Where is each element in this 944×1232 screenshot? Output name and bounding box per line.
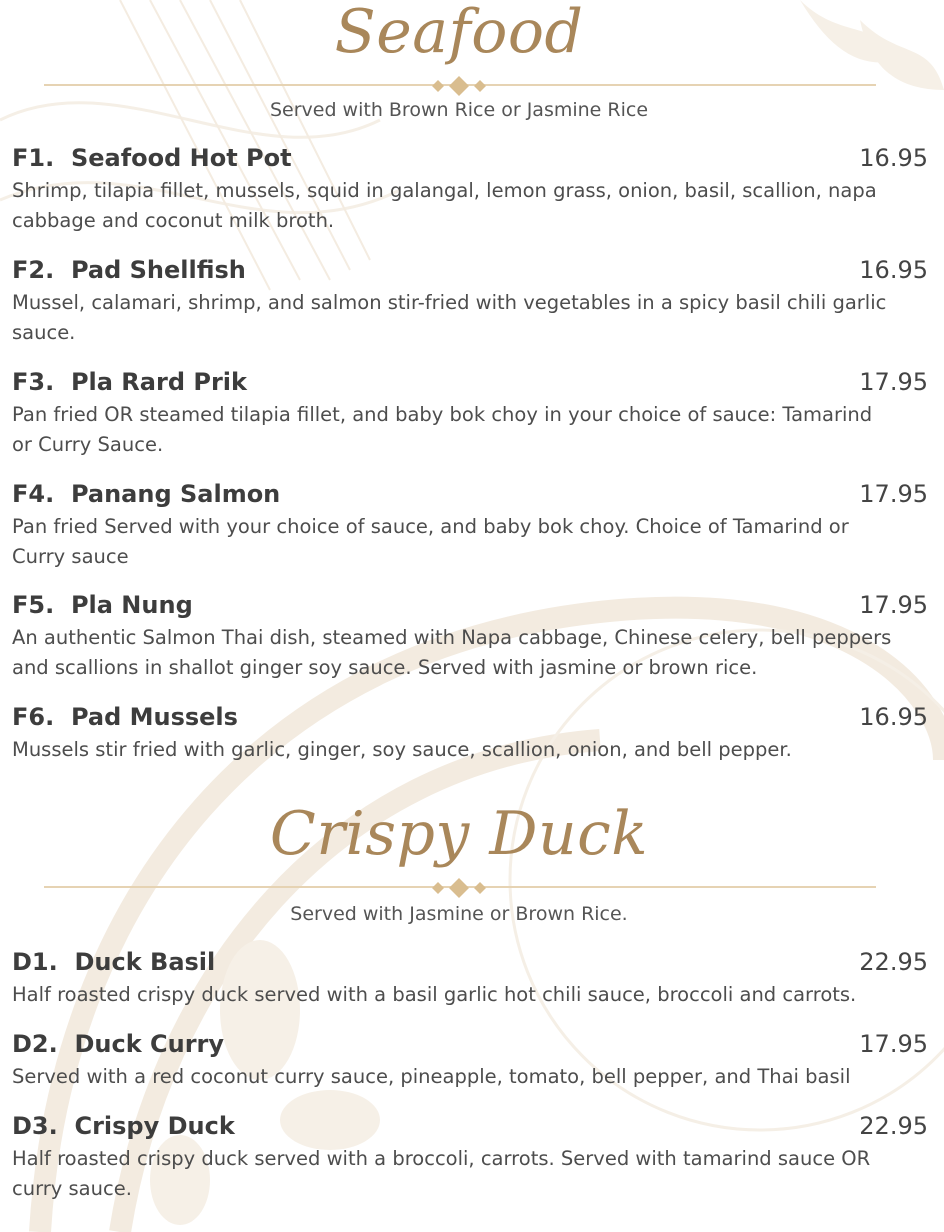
menu-item-description: Served with a red coconut curry sauce, pineapple, tomato, bell pepper, and Thai basil — [12, 1065, 851, 1088]
menu-item-description: Half roasted crispy duck served with a basil garlic hot chili sauce, broccoli and carrots. — [12, 983, 857, 1006]
menu-item — [12, 1112, 928, 1204]
menu-item — [12, 703, 928, 765]
menu-item — [12, 256, 928, 348]
section-divider — [44, 878, 876, 898]
menu-item-description: An authentic Salmon Thai dish, steamed with Napa cabbage, Chinese celery, bell peppers and scallions in shallot ginger soy sauce. Served with jasmine or brown rice. — [12, 626, 892, 679]
menu-item-name: F6. Pad Mussels — [12, 703, 238, 731]
section-subtitle-seafood: Served with Brown Rice or Jasmine Rice — [269, 99, 649, 121]
menu-item-price: 17.95 — [859, 1030, 928, 1058]
menu-item-price: 22.95 — [859, 1112, 928, 1140]
menu-item-price: 17.95 — [859, 591, 928, 619]
menu-item-name: F3. Pla Rard Prik — [12, 368, 247, 396]
menu-item-name: D2. Duck Curry — [12, 1030, 225, 1058]
section-title-seafood: Seafood — [334, 0, 584, 67]
section-divider — [44, 76, 876, 96]
menu-item-description: Half roasted crispy duck served with a broccoli, carrots. Served with tamarind sauce OR curry sauce. — [12, 1147, 871, 1200]
menu-item-description: Shrimp, tilapia fillet, mussels, squid in galangal, lemon grass, onion, basil, scallion, napa cabbage and coconut milk broth. — [12, 179, 877, 232]
menu-item-price: 16.95 — [859, 144, 928, 172]
diamond-ornament-icon — [420, 76, 500, 96]
menu-item — [12, 591, 928, 683]
section-title-crispy-duck: Crispy Duck — [269, 799, 649, 869]
menu-item — [12, 948, 928, 1010]
menu-item-name: F4. Panang Salmon — [12, 480, 281, 508]
menu-item-price: 17.95 — [859, 368, 928, 396]
menu-item — [12, 144, 928, 236]
menu-item — [12, 368, 928, 460]
section-subtitle-crispy-duck: Served with Jasmine or Brown Rice. — [290, 903, 628, 925]
menu-item-price: 16.95 — [859, 703, 928, 731]
menu-item-price: 17.95 — [859, 480, 928, 508]
menu-item-price: 16.95 — [859, 256, 928, 284]
menu-item-name: F2. Pad Shellfish — [12, 256, 246, 284]
menu-item-name: D3. Crispy Duck — [12, 1112, 235, 1140]
menu-item-description: Mussels stir fried with garlic, ginger, soy sauce, scallion, onion, and bell pepper. — [12, 738, 792, 761]
menu-item — [12, 480, 928, 572]
menu-item-name: D1. Duck Basil — [12, 948, 216, 976]
menu-item-description: Mussel, calamari, shrimp, and salmon stir-fried with vegetables in a spicy basil chili garlic sauce. — [12, 291, 887, 344]
diamond-ornament-icon — [420, 878, 500, 898]
menu-item-name: F1. Seafood Hot Pot — [12, 144, 292, 172]
menu-item-description: Pan fried Served with your choice of sauce, and baby bok choy. Choice of Tamarind or Curry sauce — [12, 515, 849, 568]
menu-item-price: 22.95 — [859, 948, 928, 976]
menu-item-name: F5. Pla Nung — [12, 591, 193, 619]
menu-item — [12, 1030, 928, 1092]
menu-item-description: Pan fried OR steamed tilapia fillet, and baby bok choy in your choice of sauce: Tamarind or Curry Sauce. — [12, 403, 873, 456]
